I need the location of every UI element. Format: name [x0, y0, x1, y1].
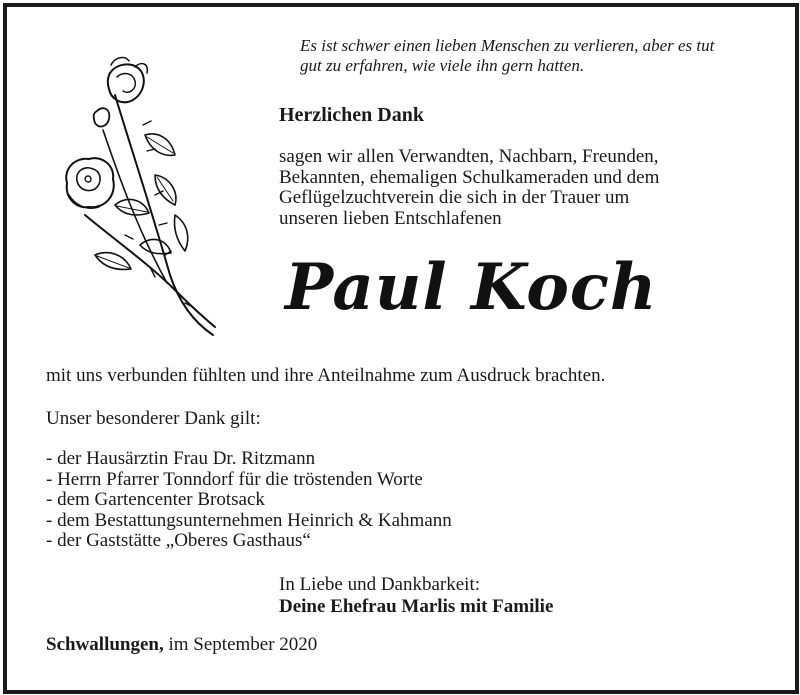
list-item: - der Gaststätte „Oberes Gasthaus“	[46, 530, 311, 551]
quote-line-2: gut zu erfahren, wie viele ihn gern hatten.	[300, 56, 585, 75]
intro-line: Bekannten, ehemaligen Schulkameraden und dem	[279, 166, 660, 188]
quote-line-1: Es ist schwer einen lieben Menschen zu verlieren, aber es tut	[300, 36, 715, 55]
thanks-heading: Herzlichen Dank	[279, 104, 424, 126]
thanks-list	[46, 449, 452, 552]
intro-line: Geflügelzuchtverein die sich in der Trauer um	[279, 187, 630, 208]
date-text: im September 2020	[168, 634, 318, 655]
closing-block	[279, 574, 553, 618]
list-item: - dem Bestattungsunternehmen Heinrich & Kahmann	[46, 509, 452, 531]
closing-phrase: In Liebe und Dankbarkeit:	[279, 574, 481, 595]
rose-drawing-icon	[55, 55, 230, 340]
signer: Deine Ehefrau Marlis mit Familie	[279, 596, 554, 617]
memorial-quote	[300, 36, 770, 76]
special-thanks-intro: Unser besonderer Dank gilt:	[46, 408, 261, 429]
list-item: - dem Gartencenter Brotsack	[46, 489, 265, 510]
intro-line: sagen wir allen Verwandten, Nachbarn, Freunden,	[279, 146, 659, 167]
deceased-name: Paul Koch	[285, 250, 658, 325]
intro-paragraph	[279, 147, 749, 229]
list-item: - Herrn Pfarrer Tonndorf für die tröstenden Worte	[46, 468, 423, 490]
place-name: Schwallungen,	[46, 634, 164, 655]
list-item: - der Hausärztin Frau Dr. Ritzmann	[46, 448, 316, 469]
sympathy-line: mit uns verbunden fühlten und ihre Anteilnahme zum Ausdruck brachten.	[46, 365, 606, 386]
place-date-line	[46, 634, 317, 656]
intro-line: unseren lieben Entschlafenen	[279, 207, 502, 229]
